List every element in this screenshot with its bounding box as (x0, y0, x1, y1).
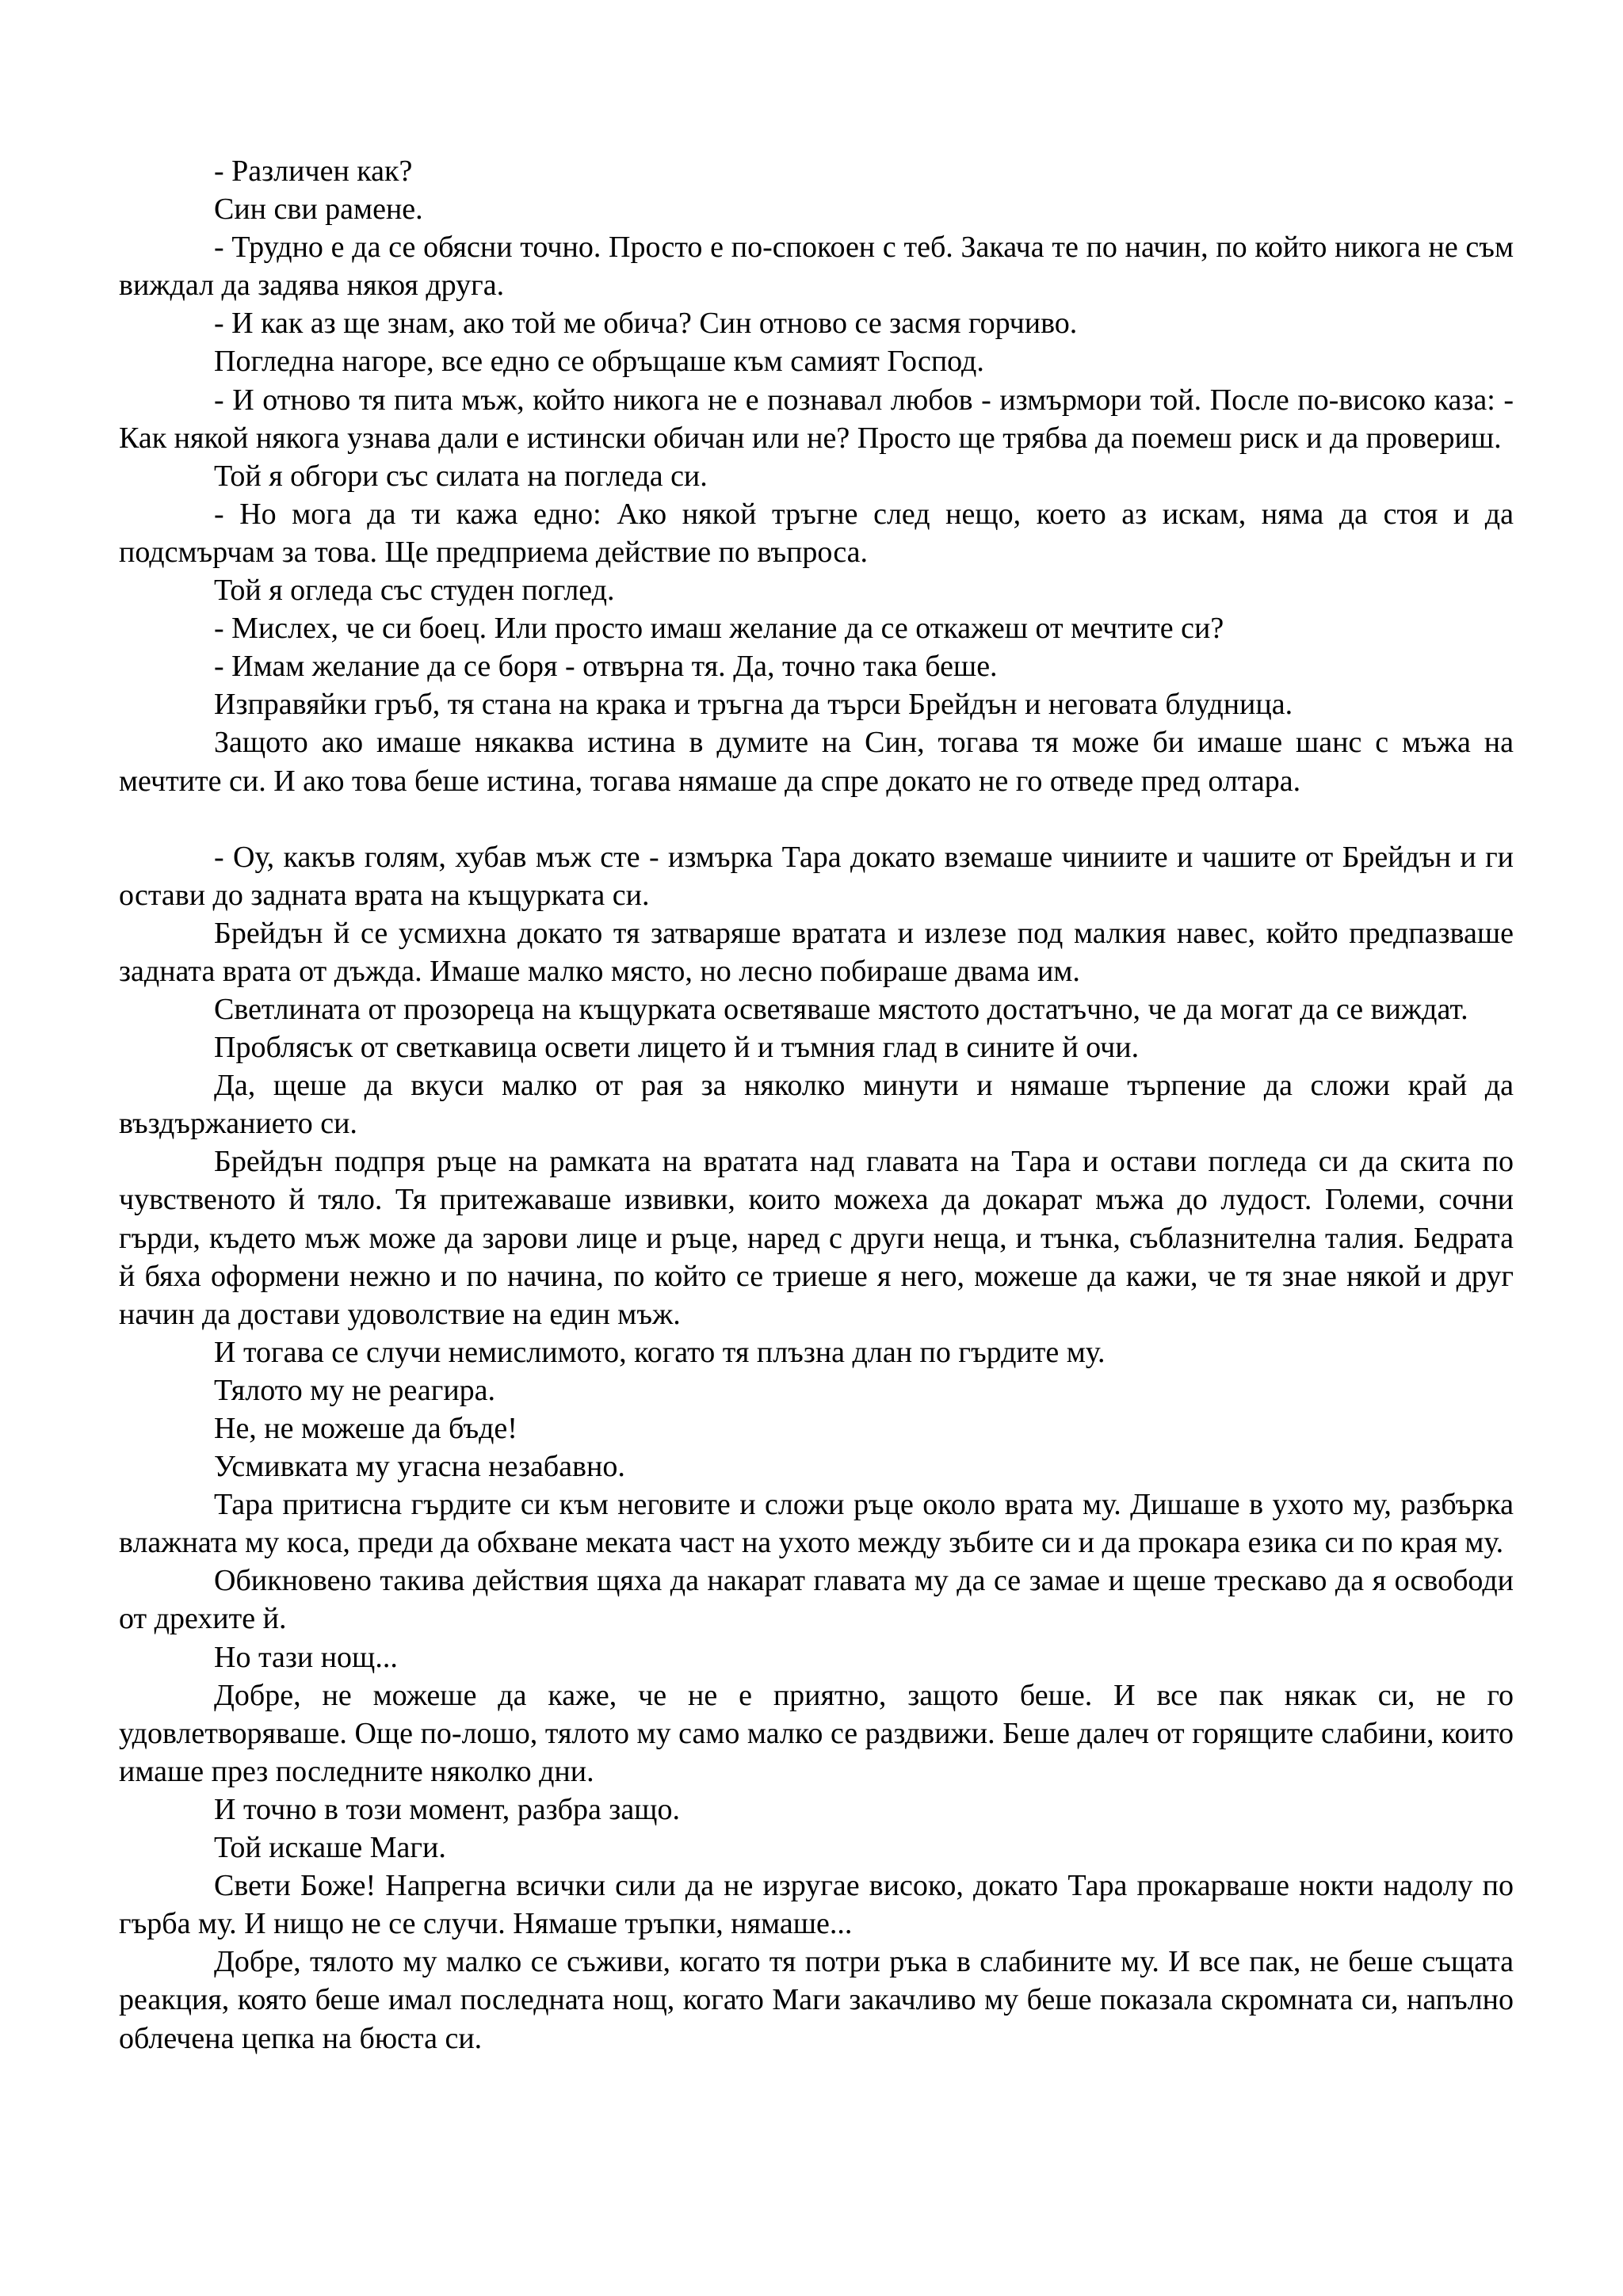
paragraph-30: Свети Боже! Напрегна всички сили да не изругае високо, докато Тара прокарваше нокти надолу по гърба му. И нищо не се случи. Нямаше тръпки, нямаше... (119, 1869, 1514, 1941)
paragraph-19: Брейдън подпря ръце на рамката на вратата над главата на Тара и остави погледа си да скита по чувственото й тяло. Тя притежаваше извивки, които можеха да докарат мъжа до лудост. Големи, сочни гърди, където мъж може да зарови лице и ръце, наред с други неща, и тънка, съблазнителна талия. Бедрата й бяха оформени нежно и по начина, по който се триеше я него, можеше да кажи, че тя знае някой и друг начин да достави удоволствие на един мъж. (119, 1145, 1514, 1331)
paragraph-4: - И как аз ще знам, ако той ме обича? Син отново се засмя горчиво. (214, 307, 1078, 341)
paragraph-5: Погледна нагоре, все едно се обръщаше към самият Господ. (214, 345, 984, 379)
paragraph-9: Той я огледа със студен поглед. (214, 574, 615, 608)
paragraph-1: - Различен как? (214, 154, 413, 188)
paragraph-20: И тогава се случи немислимото, когато тя плъзна длан по гърдите му. (214, 1335, 1106, 1369)
paragraph-21: Тялото му не реагира. (214, 1373, 496, 1407)
paragraph-17: Проблясък от светкавица освети лицето й и тъмния глад в сините й очи. (214, 1031, 1140, 1065)
paragraph-23: Усмивката му угасна незабавно. (214, 1450, 625, 1484)
paragraph-24: Тара притисна гърдите си към неговите и сложи ръце около врата му. Дишаше в ухото му, разбърка влажната му коса, преди да обхване меката част на ухото между зъбите си и да прокара езика си по края му. (119, 1488, 1514, 1560)
paragraph-22: Не, не можеше да бъде! (214, 1412, 517, 1445)
paragraph-26: Но тази нощ... (214, 1640, 398, 1674)
paragraph-7: Той я обгори със силата на погледа си. (214, 459, 708, 493)
paragraph-15: Брейдън й се усмихна докато тя затваряше вратата и излезе под малкия навес, който предпазваше задната врата от дъжда. Имаше малко място, но лесно побираше двама им. (119, 916, 1514, 988)
paragraph-18: Да, щеше да вкуси малко от рая за няколко минути и нямаше търпение да сложи край да въздържанието си. (119, 1069, 1514, 1141)
paragraph-3: - Трудно е да се обясни точно. Просто е по-спокоен с теб. Закача те по начин, по който никога не съм виждал да задява някоя друга. (119, 231, 1514, 303)
paragraph-6: - И отново тя пита мъж, който никога не е познавал любов - измърмори той. После по-високо каза: - Как някой някога узнава дали е истински обичан или не? Просто ще трябва да поемеш риск и да провериш. (119, 383, 1514, 455)
paragraph-10: - Мислех, че си боец. Или просто имаш желание да се откажеш от мечтите си? (214, 612, 1224, 646)
paragraph-29: Той искаше Маги. (214, 1831, 446, 1865)
paragraph-13: Защото ако имаше някаква истина в думите на Син, тогава тя може би имаше шанс с мъжа на мечтите си. И ако това беше истина, тогава нямаше да спре докато не го отведе пред олтара. (119, 726, 1514, 798)
paragraph-25: Обикновено такива действия щяха да накарат главата му да се замае и щеше трескаво да я освободи от дрехите й. (119, 1564, 1514, 1636)
paragraph-2: Син сви рамене. (214, 193, 423, 227)
paragraph-12: Изправяйки гръб, тя стана на крака и тръгна да търси Брейдън и неговата блудница. (214, 688, 1293, 722)
paragraph-11: - Имам желание да се боря - отвърна тя. Да, точно така беше. (214, 650, 998, 684)
document-page (119, 152, 1514, 2058)
paragraph-28: И точно в този момент, разбра защо. (214, 1792, 680, 1826)
paragraph-14: - Оу, какъв голям, хубав мъж сте - измърка Тара докато вземаше чиниите и чашите от Брейдън и ги остави до задната врата на къщурката си. (119, 840, 1514, 912)
paragraph-16: Светлината от прозореца на къщурката осветяваше мястото достатъчно, че да могат да се виждат. (214, 992, 1468, 1026)
paragraph-8: - Но мога да ти кажа едно: Ако някой тръгне след нещо, което аз искам, няма да стоя и да подсмърчам за това. Ще предприема действие по въпроса. (119, 497, 1514, 569)
paragraph-31: Добре, тялото му малко се съживи, когато тя потри ръка в слабините му. И все пак, не беше същата реакция, която беше имал последната нощ, когато Маги закачливо му беше показала скромната си, напълно облечена цепка на бюста си. (119, 1945, 1514, 2055)
paragraph-27: Добре, не можеше да каже, че не е приятно, защото беше. И все пак някак си, не го удовлетворяваше. Още по-лошо, тялото му само малко се раздвижи. Беше далеч от горящите слабини, които имаше през последните няколко дни. (119, 1678, 1514, 1788)
